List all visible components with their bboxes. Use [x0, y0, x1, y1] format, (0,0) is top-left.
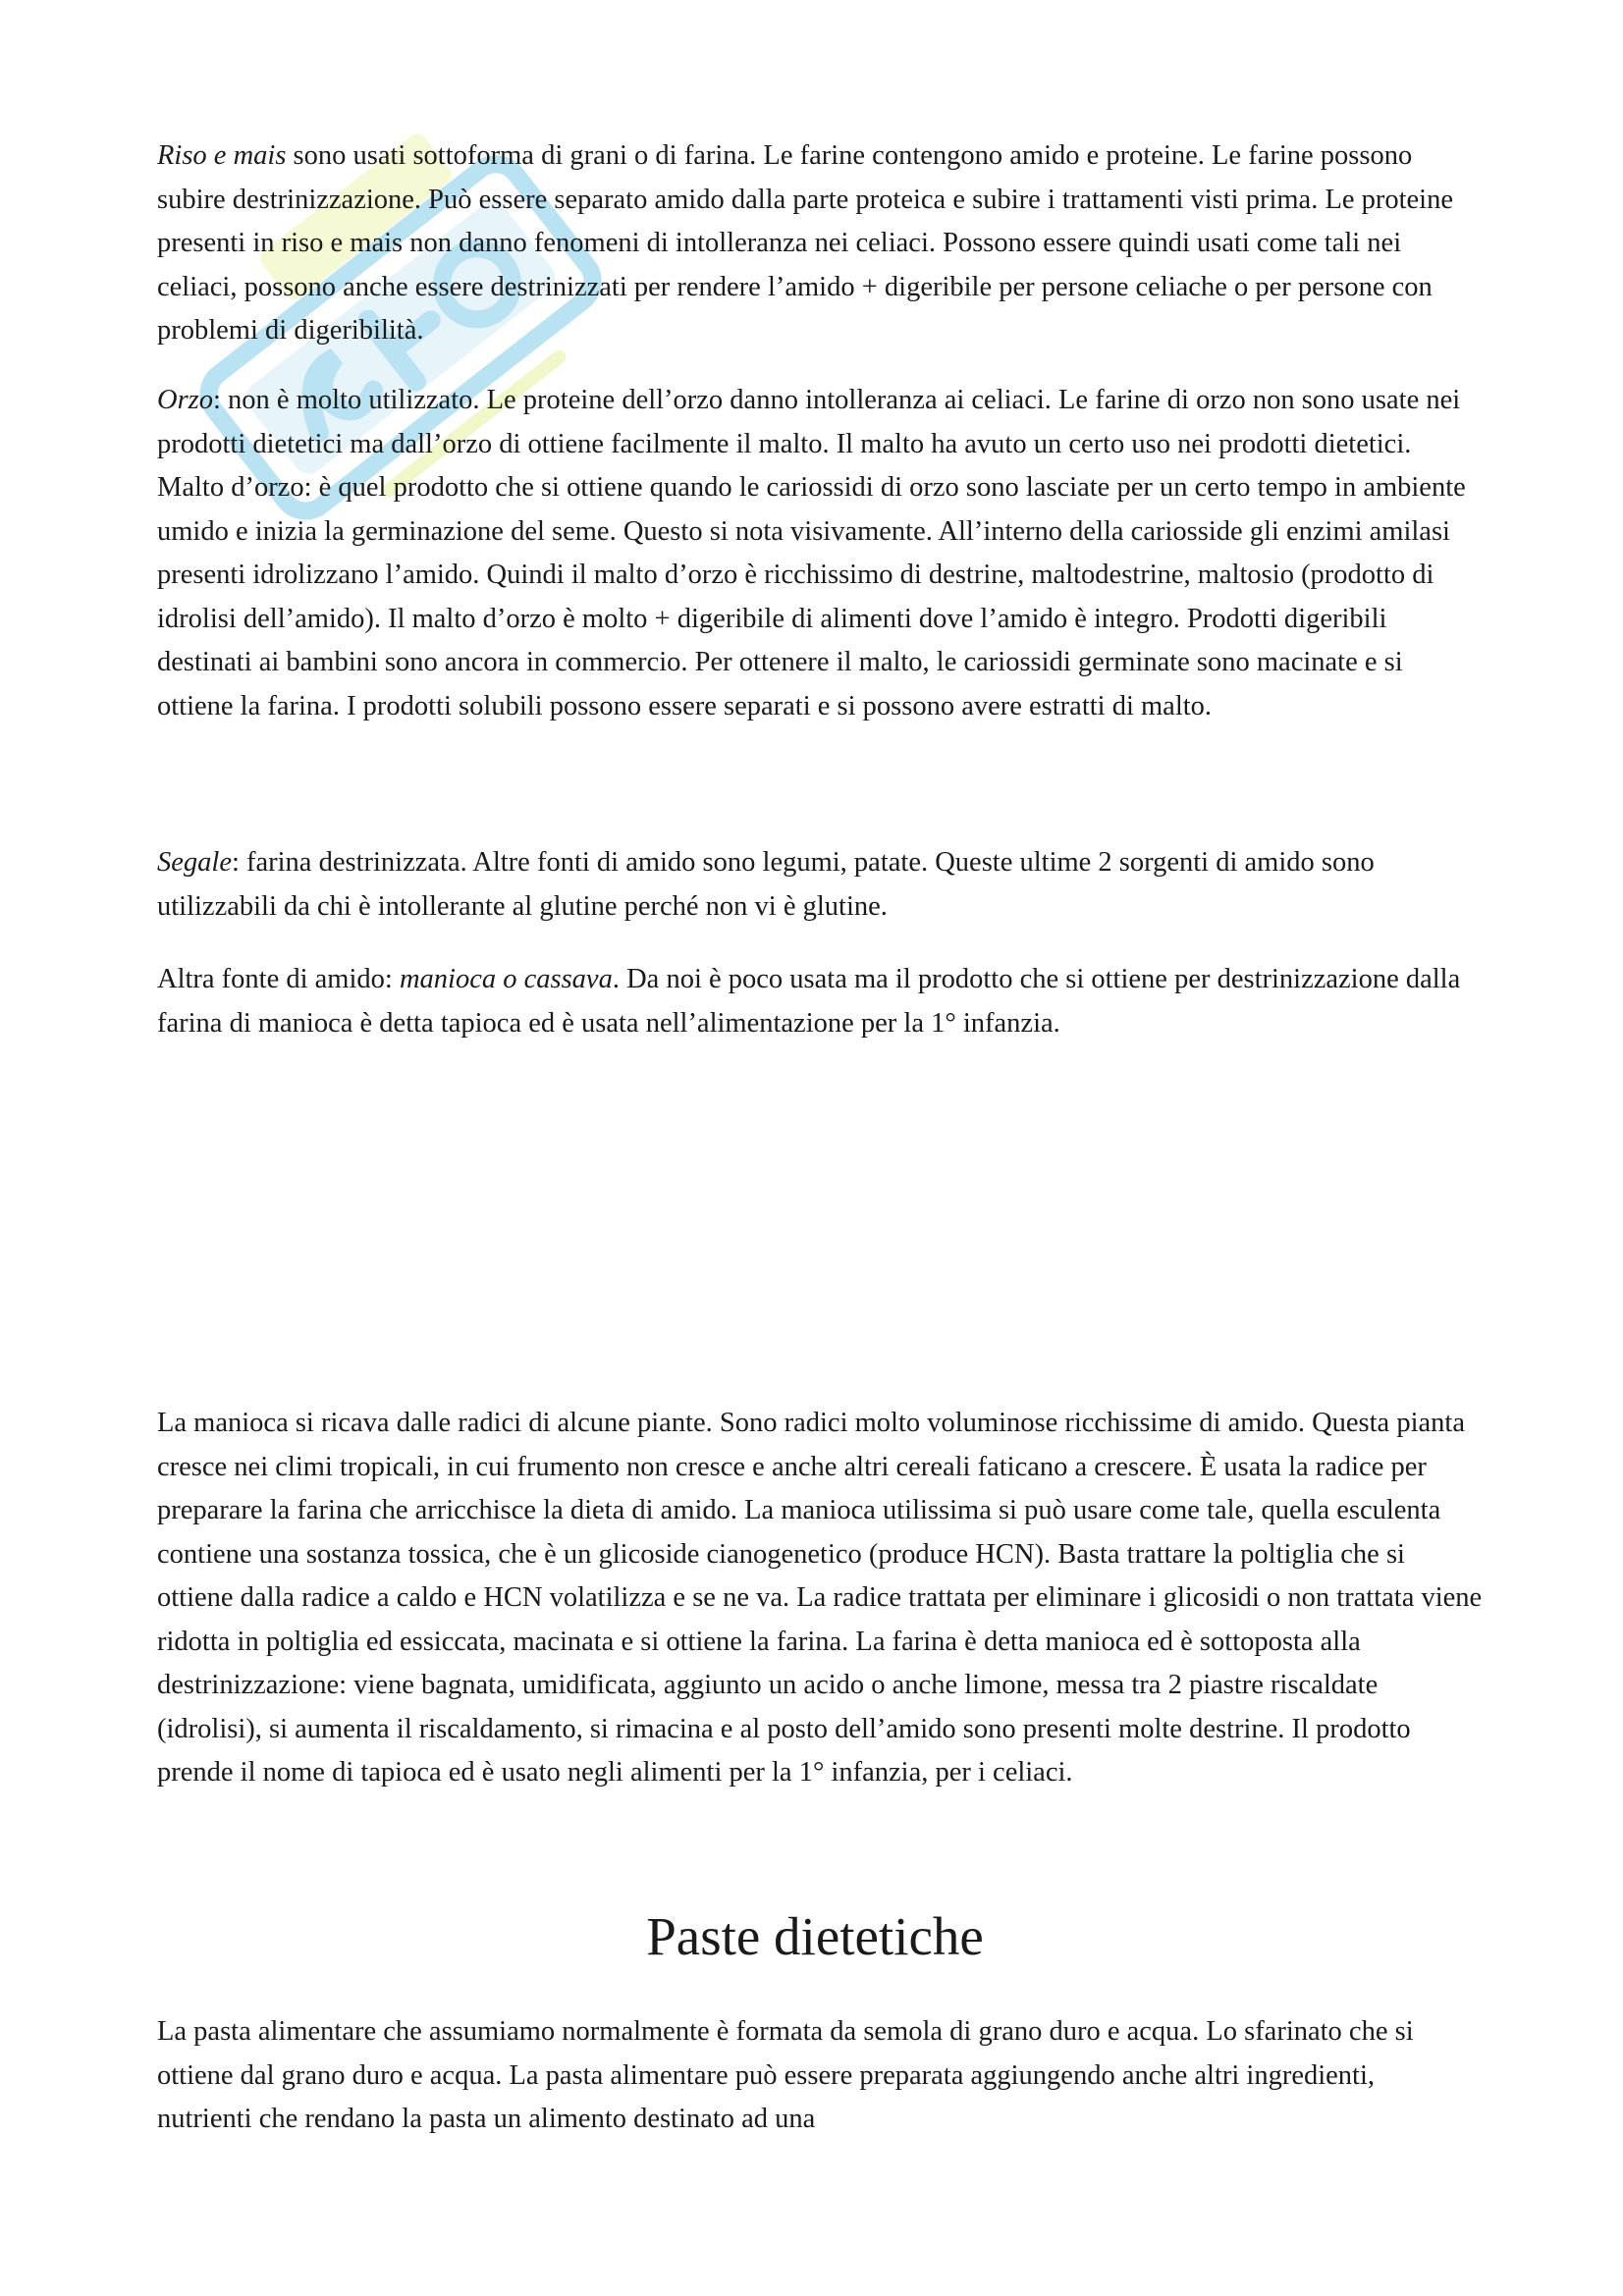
paragraph-orzo [157, 379, 1473, 728]
paragraph-lead-italic: Riso e mais [157, 140, 287, 171]
paragraph-manioca-intro [157, 958, 1473, 1045]
paragraph-italic-term: manioca o cassava [399, 964, 613, 994]
paragraph-manioca-details [157, 1402, 1483, 1795]
section-heading: Paste dietetiche [646, 1906, 984, 1966]
paragraph-body: La manioca si ricava dalle radici di alcune piante. Sono radici molto voluminose ricchissime di amido. Questa pianta cresce nei climi tropicali, in cui frumento non cresce e anche altri cereali faticano a crescere. È usata la radice per preparare la farina che arricchisce la dieta di amido. La manioca utilissima si può usare come tale, quella esculenta contiene una sostanza tossica, che è un glicoside cianogenetico (produce HCN). Basta trattare la poltiglia che si ottiene dalla radice a caldo e HCN volatilizza e se ne va. La radice trattata per eliminare i glicosidi o non trattata viene ridotta in poltiglia ed essiccata, macinata e si ottiene la farina. La farina è detta manioca ed è sottoposta alla destrinizzazione: viene bagnata, umidificata, aggiunto un acido o anche limone, messa tra 2 piastre riscaldate (idrolisi), si aumenta il riscaldamento, si rimacina e al posto dell’amido sono presenti molte destrine. Il prodotto prende il nome di tapioca ed è usato negli alimenti per la 1° infanzia, per i celiaci. [157, 1408, 1483, 1788]
paragraph-body: sono usati sottoforma di grani o di farina. Le farine contengono amido e proteine. Le farine possono subire destrinizzazione. Può essere separato amido dalla parte proteica e subire i trattamenti visti prima. Le proteine presenti in riso e mais non danno fenomeni di intolleranza nei celiaci. Possono essere quindi usati come tali nei celiaci, possono anche essere destrinizzati per rendere l’amido + digeribile per persone celiache o per persone con problemi di digeribilità. [157, 140, 1454, 346]
document-page [157, 0, 1483, 2296]
paragraph-segale [157, 841, 1473, 929]
paragraph-paste-dietetiche [157, 2010, 1473, 2142]
paragraph-lead-italic: Orzo [157, 385, 214, 415]
paragraph-lead: Altra fonte di amido: [157, 964, 400, 994]
paragraph-lead-italic: Segale [157, 847, 232, 878]
paragraph-body: : non è molto utilizzato. Le proteine dell’orzo danno intolleranza ai celiaci. Le farine di orzo non sono usate nei prodotti dietetici ma dall’orzo di ottiene facilmente il malto. Il malto ha avuto un certo uso nei prodotti dietetici. Malto d’orzo: è quel prodotto che si ottiene quando le cariossidi di orzo sono lasciate per un certo tempo in ambiente umido e inizia la germinazione del seme. Questo si nota visivamente. All’interno della cariosside gli enzimi amilasi presenti idrolizzano l’amido. Quindi il malto d’orzo è ricchissimo di destrine, maltodestrine, maltosio (prodotto di idrolisi dell’amido). Il malto d’orzo è molto + digeribile di alimenti dove l’amido è integro. Prodotti digeribili destinati ai bambini sono ancora in commercio. Per ottenere il malto, le cariossidi germinate sono macinate e si ottiene la farina. I prodotti solubili possono essere separati e si possono avere estratti di malto. [157, 385, 1466, 721]
paragraph-body: . Da noi è poco usata ma il prodotto che si ottiene per destrinizzazione dalla farina di manioca è detta tapioca ed è usata nell’alimentazione per la 1° infanzia. [157, 964, 1461, 1039]
paragraph-riso-mais [157, 134, 1473, 353]
paragraph-body: La pasta alimentare che assumiamo normalmente è formata da semola di grano duro e acqua. Lo sfarinato che si ottiene dal grano duro e acqua. La pasta alimentare può essere preparata aggiungendo anche altri ingredienti, nutrienti che rendano la pasta un alimento destinato ad una [157, 2016, 1414, 2134]
paragraph-body: : farina destrinizzata. Altre fonti di amido sono legumi, patate. Queste ultime 2 sorgenti di amido sono utilizzabili da chi è intollerante al glutine perché non vi è glutine. [157, 847, 1375, 922]
